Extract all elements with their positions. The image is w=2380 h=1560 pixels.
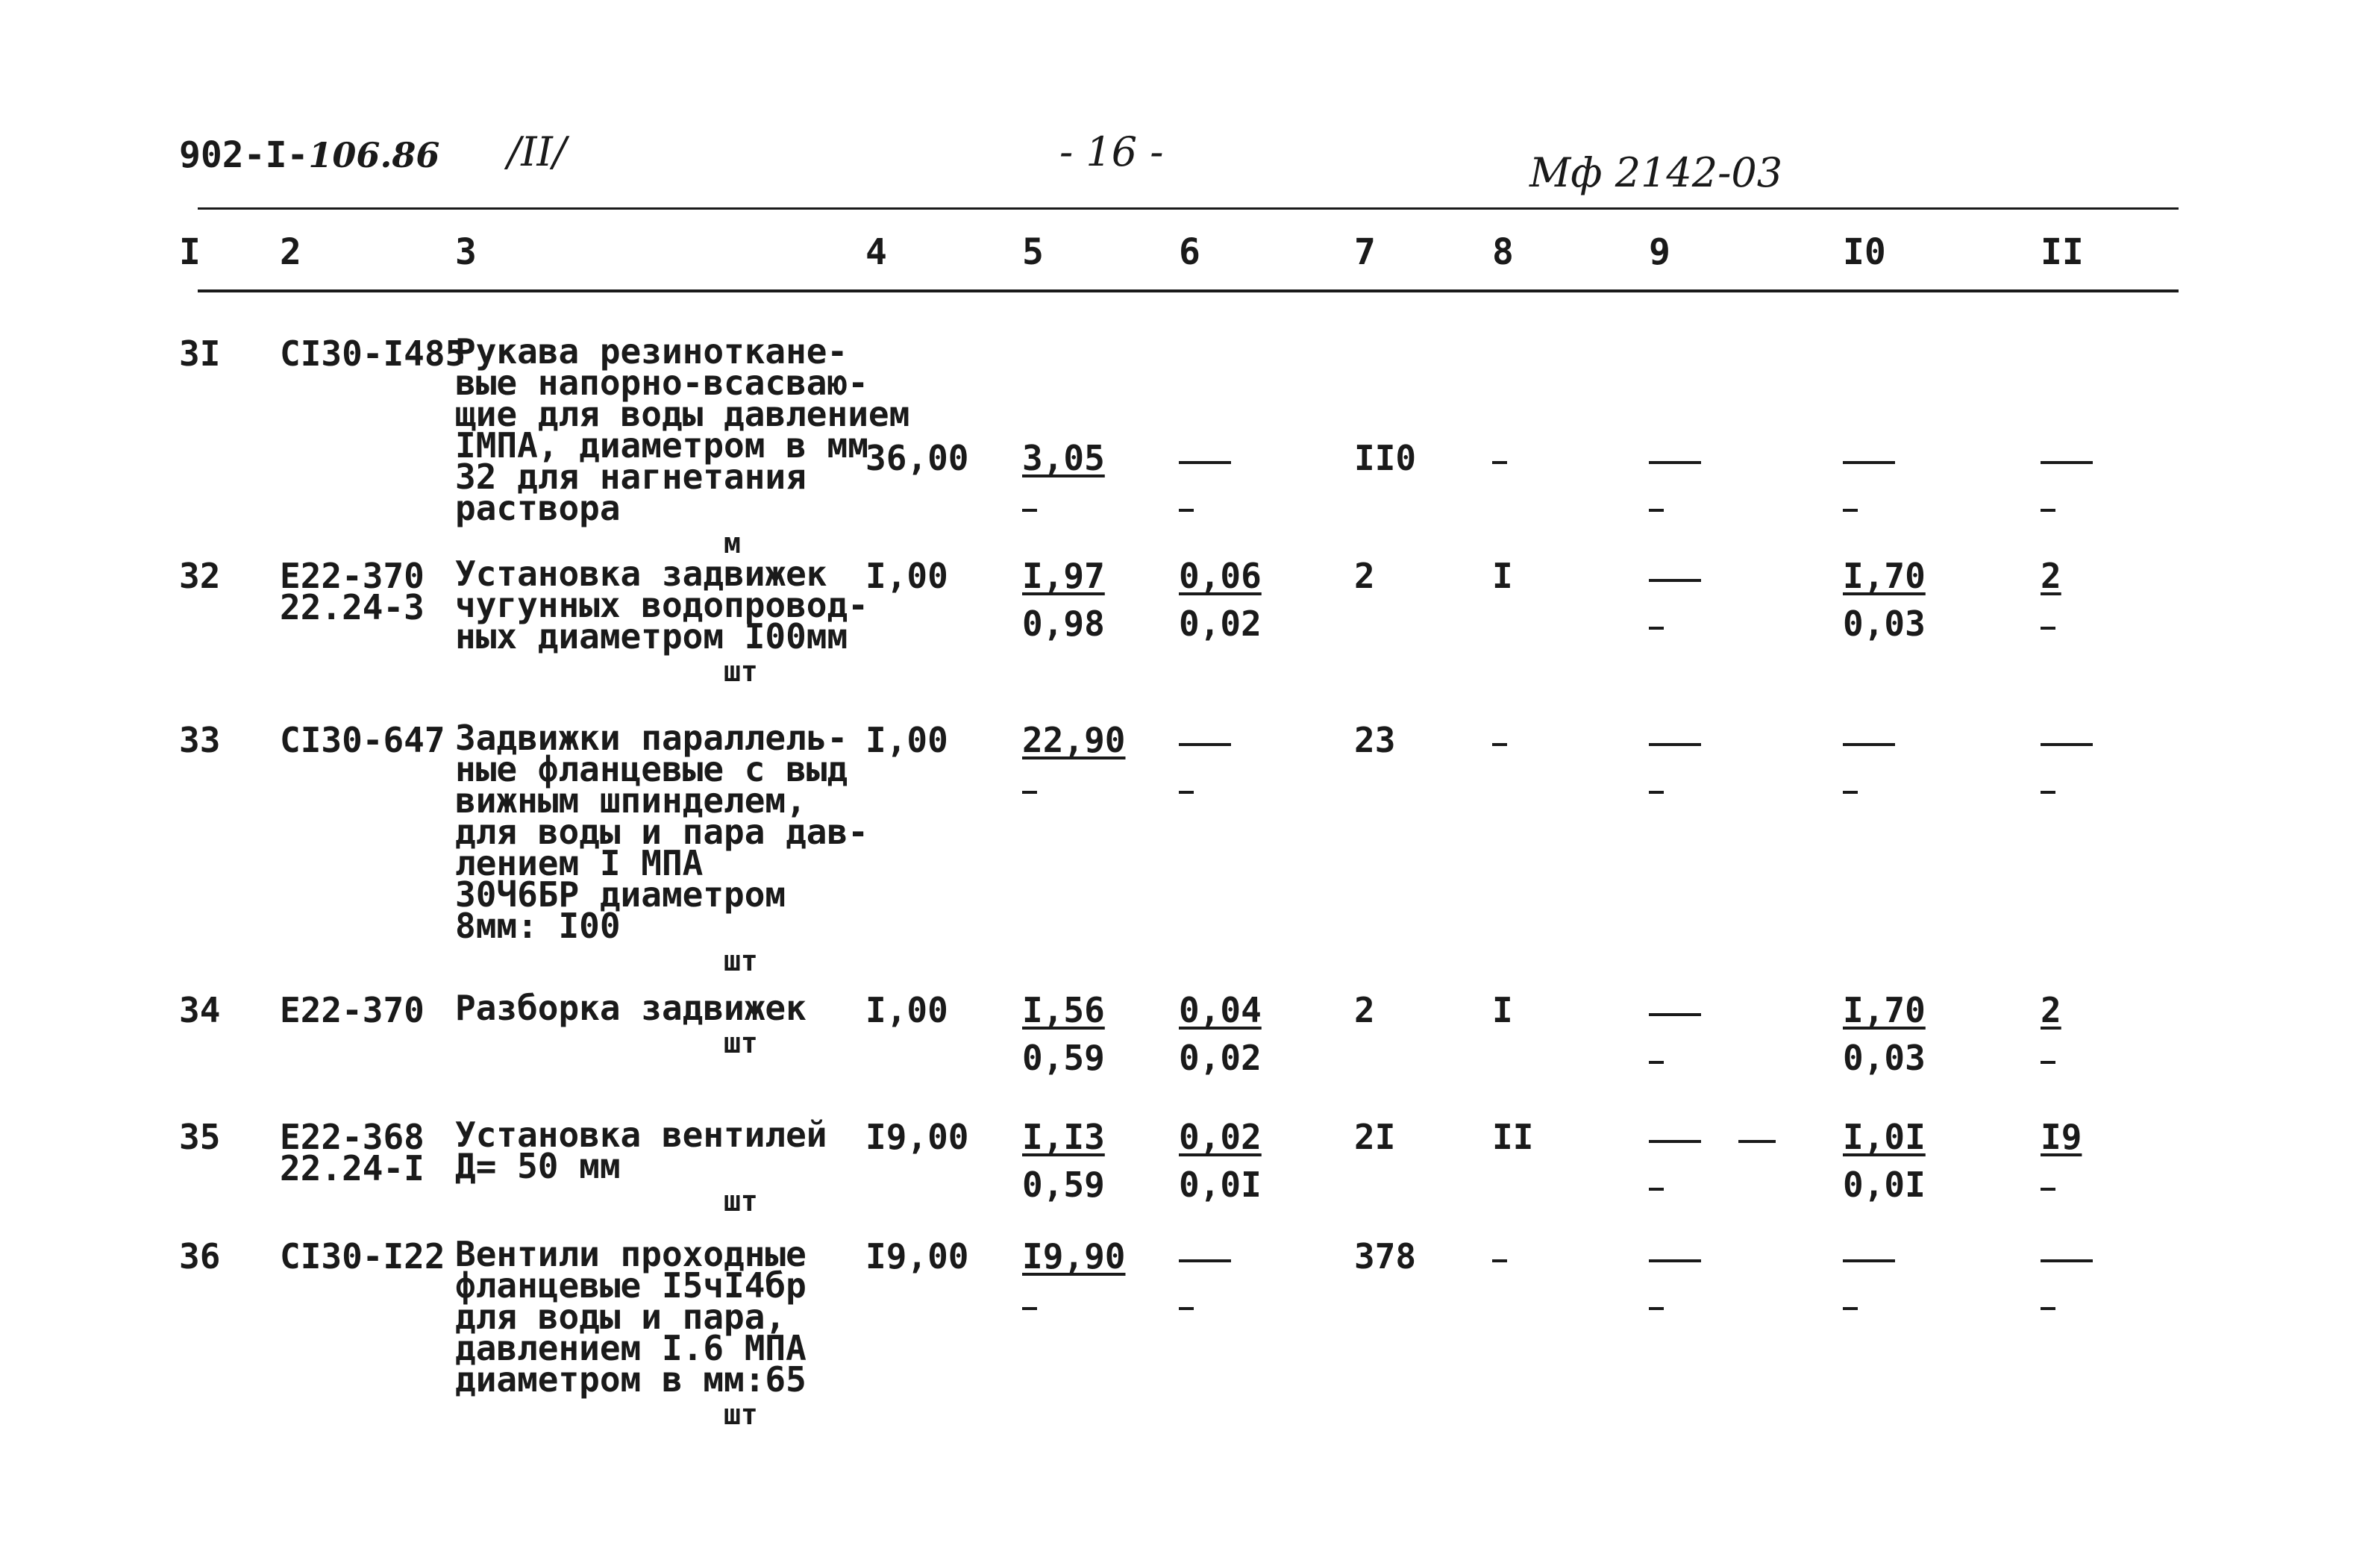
c9-value xyxy=(1649,722,1670,758)
c11-value: 2 xyxy=(2041,990,2061,1030)
unit-label: шт xyxy=(724,1185,758,1218)
description-line: лением I МПА xyxy=(455,843,704,883)
col7-value: 378 xyxy=(1354,1236,1417,1276)
c5-value: 0,98 xyxy=(1022,604,1105,644)
reference-number: Мф 2142-03 xyxy=(1529,149,1783,196)
c11-value: 2 xyxy=(2041,556,2061,596)
col8-value xyxy=(1492,722,1513,758)
header-bottom-rule xyxy=(198,289,2179,292)
c6-value: 0,02 xyxy=(1179,1038,1262,1078)
unit-label: шт xyxy=(724,1027,758,1059)
row-number: 32 xyxy=(179,556,221,596)
col8-value: I xyxy=(1492,990,1513,1030)
description-line: для воды и пара дав- xyxy=(455,812,868,852)
c11-value xyxy=(2041,606,2061,642)
price-code: CI30-I22 xyxy=(280,1236,445,1276)
description-line: IМПА, диаметром в мм xyxy=(455,425,868,466)
c11-value xyxy=(2041,1286,2061,1322)
col7-value: 2I xyxy=(1354,1117,1396,1157)
c9-value xyxy=(1649,992,1670,1028)
description-line: щие для воды давлением xyxy=(455,394,910,434)
col7-value: II0 xyxy=(1354,438,1417,478)
c10-value: 0,03 xyxy=(1843,604,1926,644)
c10-value xyxy=(1843,770,1864,806)
c10-value xyxy=(1843,722,1864,758)
row-number: 35 xyxy=(179,1117,221,1157)
c10-value xyxy=(1843,1238,1864,1274)
price-code: CI30-I485 xyxy=(280,333,466,374)
c5-value: I,56 xyxy=(1022,990,1105,1030)
c11-value xyxy=(2041,1238,2061,1274)
doc-code xyxy=(179,134,439,176)
col8-value xyxy=(1492,440,1513,476)
c10-value: I,70 xyxy=(1843,990,1926,1030)
description-line: раствора xyxy=(455,488,621,528)
description-line: ные фланцевые с выд xyxy=(455,749,848,789)
unit-label: шт xyxy=(724,945,758,977)
c9-value xyxy=(1649,1167,1670,1203)
column-number-11: II xyxy=(2041,231,2084,273)
c6-value: 0,04 xyxy=(1179,990,1262,1030)
c9-value xyxy=(1649,488,1670,524)
col8-value: I xyxy=(1492,556,1513,596)
description-line: Установка вентилей xyxy=(455,1115,827,1155)
doc-code-typed: 902-I- xyxy=(179,134,309,176)
section-label: /II/ xyxy=(507,128,567,175)
c11-value xyxy=(2041,488,2061,524)
description-line: вые напорно-всасваю- xyxy=(455,363,868,403)
quantity: 36,00 xyxy=(865,438,969,478)
c5-value: I,97 xyxy=(1022,556,1105,596)
c5-value xyxy=(1022,770,1043,806)
c9-value xyxy=(1649,1119,1670,1155)
description-line: для воды и пара, xyxy=(455,1297,786,1337)
description-line: Вентили проходные xyxy=(455,1234,807,1274)
price-code: 22.24-I xyxy=(280,1148,425,1188)
quantity: I,00 xyxy=(865,720,948,760)
c11-value xyxy=(2041,440,2061,476)
quantity: I9,00 xyxy=(865,1236,969,1276)
c6-value: 0,02 xyxy=(1179,1117,1262,1157)
price-code: E22-368 xyxy=(280,1117,425,1157)
c6-value xyxy=(1179,770,1200,806)
description-line: фланцевые I5чI4бр xyxy=(455,1265,807,1306)
c6-value: 0,0I xyxy=(1179,1165,1262,1205)
c5-value: 22,90 xyxy=(1022,720,1126,760)
price-code: E22-370 xyxy=(280,556,425,596)
description-line: Д= 50 мм xyxy=(455,1146,621,1186)
description-line: Разборка задвижек xyxy=(455,988,807,1028)
col8-value xyxy=(1492,1238,1513,1274)
top-rule xyxy=(198,207,2179,210)
unit-label: м xyxy=(724,527,741,560)
c5-value: 0,59 xyxy=(1022,1165,1105,1205)
c10-value: I,0I xyxy=(1843,1117,1926,1157)
quantity: I,00 xyxy=(865,556,948,596)
col7-value: 2 xyxy=(1354,990,1375,1030)
col7-value: 23 xyxy=(1354,720,1396,760)
doc-code-handwritten: 106.86 xyxy=(308,135,440,175)
row-number: 36 xyxy=(179,1236,221,1276)
c5-value: 3,05 xyxy=(1022,438,1105,478)
c10-value: 0,0I xyxy=(1843,1165,1926,1205)
row-number: 34 xyxy=(179,990,221,1030)
c5-value: I,I3 xyxy=(1022,1117,1105,1157)
page-number: - 16 - xyxy=(1059,128,1164,175)
quantity: I9,00 xyxy=(865,1117,969,1157)
description-line: давлением I.6 МПА xyxy=(455,1328,807,1368)
c9-value xyxy=(1649,558,1670,594)
c6-value: 0,02 xyxy=(1179,604,1262,644)
column-number-7: 7 xyxy=(1354,231,1376,273)
quantity: I,00 xyxy=(865,990,948,1030)
description-line: 30Ч6БР диаметром xyxy=(455,874,786,915)
column-number-1: I xyxy=(179,231,201,273)
description-line: диаметром в мм:65 xyxy=(455,1359,807,1400)
c5-value: I9,90 xyxy=(1022,1236,1126,1276)
description-line: 32 для нагнетания xyxy=(455,457,807,497)
unit-label: шт xyxy=(724,655,758,688)
c6-value: 0,06 xyxy=(1179,556,1262,596)
col8-value: II xyxy=(1492,1117,1534,1157)
price-code: CI30-647 xyxy=(280,720,445,760)
column-number-8: 8 xyxy=(1492,231,1514,273)
price-code: 22.24-3 xyxy=(280,587,425,627)
c10-value: I,70 xyxy=(1843,556,1926,596)
column-number-9: 9 xyxy=(1649,231,1670,273)
c6-value xyxy=(1179,722,1200,758)
c9-value xyxy=(1649,770,1670,806)
row-number: 33 xyxy=(179,720,221,760)
c9-value xyxy=(1649,606,1670,642)
unit-label: шт xyxy=(724,1398,758,1431)
description-line: ных диаметром I00мм xyxy=(455,616,848,657)
c6-value xyxy=(1179,488,1200,524)
description-line: Установка задвижек xyxy=(455,554,827,594)
c6-value xyxy=(1179,440,1200,476)
column-number-5: 5 xyxy=(1022,231,1044,273)
c11-value xyxy=(2041,1167,2061,1203)
description-line: Рукава резинотканe- xyxy=(455,331,848,372)
c6-value xyxy=(1179,1286,1200,1322)
c10-value: 0,03 xyxy=(1843,1038,1926,1078)
c9-value xyxy=(1649,440,1670,476)
description-line: Задвижки параллель- xyxy=(455,718,848,758)
description-line: 8мм: I00 xyxy=(455,906,621,946)
c10-value xyxy=(1843,488,1864,524)
column-number-2: 2 xyxy=(280,231,301,273)
column-number-3: 3 xyxy=(455,231,477,273)
column-number-4: 4 xyxy=(865,231,887,273)
c5-value: 0,59 xyxy=(1022,1038,1105,1078)
c6-value xyxy=(1179,1238,1200,1274)
c11-value: I9 xyxy=(2041,1117,2082,1157)
description-line: чугунных водопровод- xyxy=(455,585,868,625)
c9-value xyxy=(1649,1238,1670,1274)
c11-value xyxy=(2041,1040,2061,1076)
c10-value xyxy=(1843,1286,1864,1322)
col7-value: 2 xyxy=(1354,556,1375,596)
column-number-6: 6 xyxy=(1179,231,1200,273)
c11-value xyxy=(2041,770,2061,806)
price-code: E22-370 xyxy=(280,990,425,1030)
stray-dash xyxy=(1738,1140,1776,1143)
c9-value xyxy=(1649,1040,1670,1076)
description-line: вижным шпинделем, xyxy=(455,780,807,821)
c11-value xyxy=(2041,722,2061,758)
c10-value xyxy=(1843,440,1864,476)
c5-value xyxy=(1022,488,1043,524)
c9-value xyxy=(1649,1286,1670,1322)
c5-value xyxy=(1022,1286,1043,1322)
column-number-10: I0 xyxy=(1843,231,1886,273)
row-number: 3I xyxy=(179,333,221,374)
